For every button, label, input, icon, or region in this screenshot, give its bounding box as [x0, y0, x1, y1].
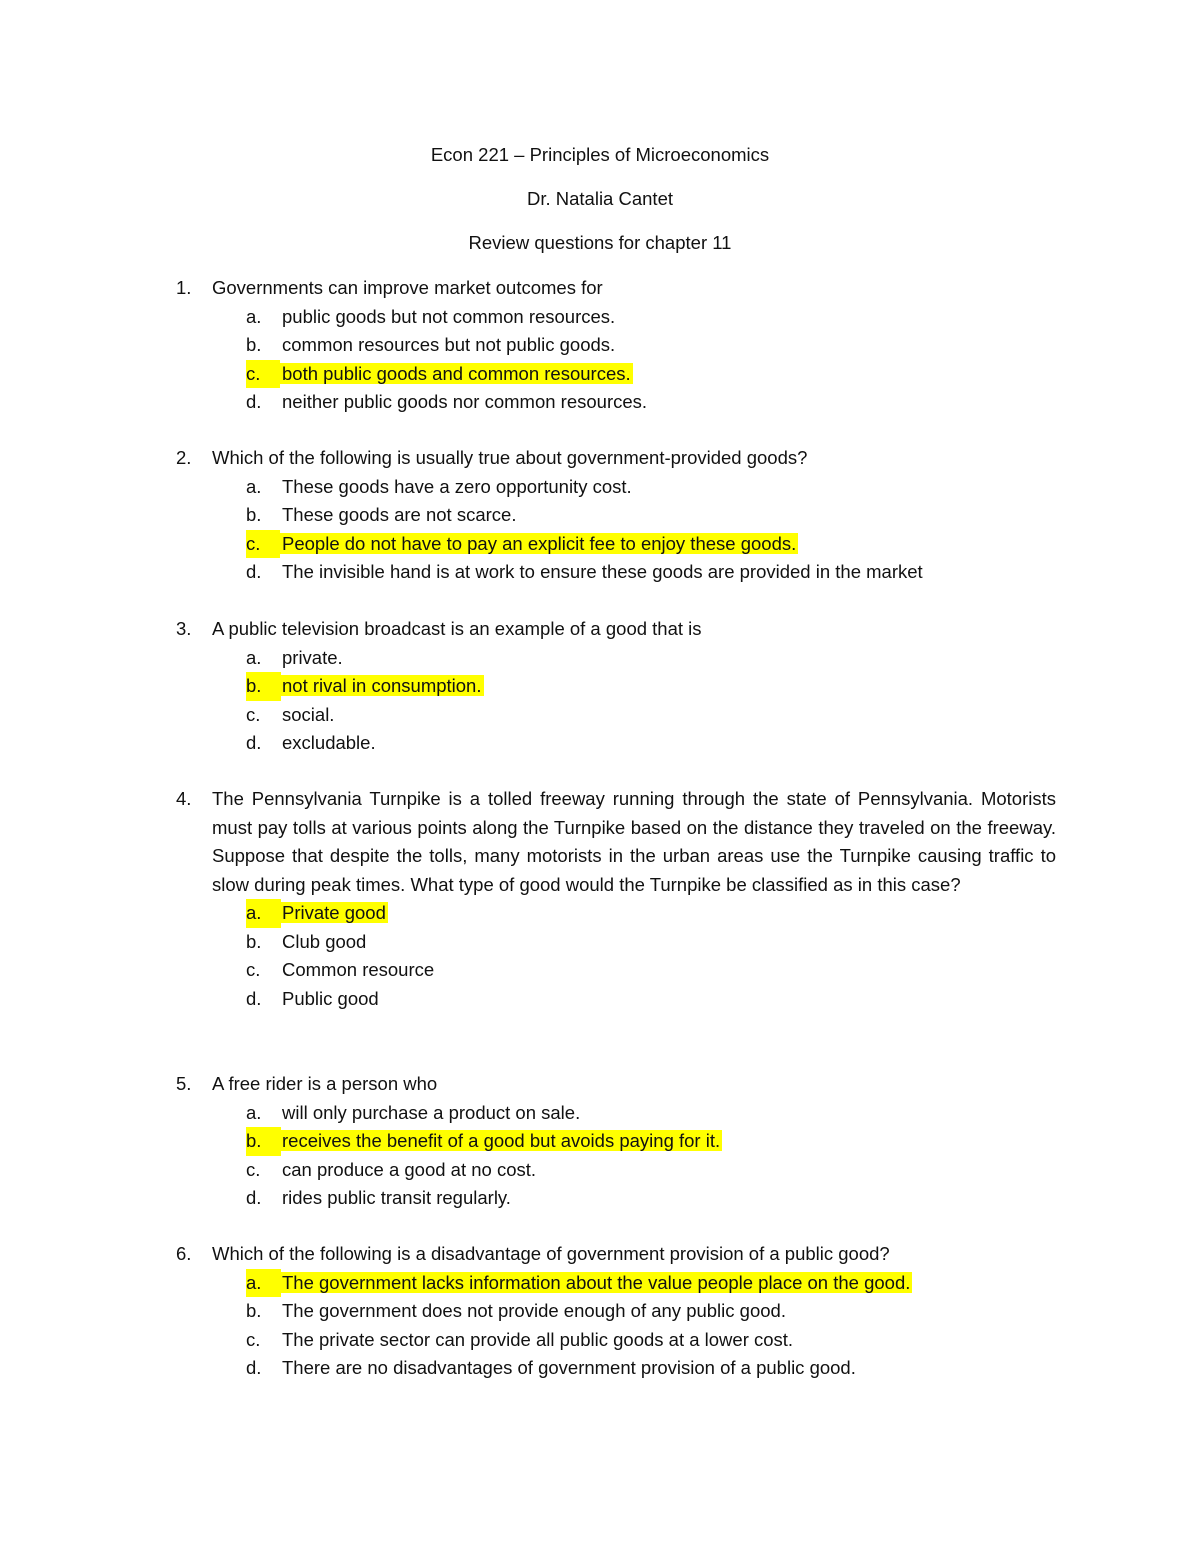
- option-text: public goods but not common resources.: [282, 305, 616, 327]
- option-text: Club good: [282, 930, 367, 952]
- option-text: receives the benefit of a good but avoids paying for it.: [282, 1130, 721, 1151]
- option-letter: a.: [246, 646, 262, 668]
- question-3: [176, 615, 1056, 758]
- question-text: The Pennsylvania Turnpike is a tolled freeway running through the state of Pennsylvania. Motorists must pay tolls at various points along the Turnpike based on the distance they traveled on the freeway. Suppose that despite the tolls, many motorists in the urban areas use the Turnpike causing traffic to slow during peak times. What type of good would the Turnpike be classified as in this case?: [212, 788, 1056, 895]
- option-text: excludable.: [282, 732, 376, 753]
- option-text: These goods are not scarce.: [282, 504, 517, 525]
- option-list: [176, 644, 1056, 758]
- option-letter: b.: [246, 1300, 262, 1321]
- option-letter: d.: [246, 1357, 262, 1378]
- question-stem: [176, 785, 1056, 899]
- option-text: social.: [282, 703, 335, 725]
- option-letter: c.: [246, 360, 280, 389]
- option-list: [176, 303, 1056, 417]
- option-text: neither public goods nor common resources.: [282, 391, 648, 412]
- option-d: [176, 388, 1056, 417]
- question-stem: [176, 1240, 1056, 1269]
- option-text: private.: [282, 646, 343, 668]
- question-stem: [176, 444, 1056, 473]
- option-b: [176, 928, 1056, 957]
- option-text: The invisible hand is at work to ensure these goods are provided in the market: [282, 561, 923, 582]
- option-a-correct: [176, 899, 1056, 928]
- option-letter: d.: [246, 391, 262, 412]
- question-text: Which of the following is a disadvantage of government provision of a public good?: [212, 1243, 890, 1264]
- question-number: 3.: [176, 618, 192, 639]
- option-letter: a.: [246, 305, 262, 327]
- option-text: both public goods and common resources.: [282, 362, 631, 384]
- question-number: 6.: [176, 1243, 192, 1264]
- option-d: [176, 558, 1056, 587]
- question-4: [176, 785, 1056, 1013]
- option-letter: d.: [246, 561, 262, 582]
- option-letter: a.: [246, 1269, 281, 1298]
- option-letter: d.: [246, 732, 262, 753]
- question-stem: [176, 615, 1056, 644]
- question-number: 4.: [176, 788, 192, 809]
- option-letter: b.: [246, 930, 262, 952]
- option-c-correct: [176, 530, 1056, 559]
- option-d: [176, 985, 1056, 1014]
- question-stem: [176, 274, 1056, 303]
- option-letter: d.: [246, 987, 262, 1009]
- option-letter: d.: [246, 1187, 262, 1208]
- option-text: The government lacks information about the value people place on the good.: [282, 1271, 911, 1293]
- option-text: Public good: [282, 987, 379, 1009]
- question-6: [176, 1240, 1056, 1383]
- instructor-name: Dr. Natalia Cantet: [526, 188, 673, 209]
- option-c: [176, 701, 1056, 730]
- option-a-correct: [176, 1269, 1056, 1298]
- option-letter: c.: [246, 1158, 261, 1180]
- question-number: 5.: [176, 1073, 192, 1094]
- question-1: [176, 274, 1056, 417]
- course-title: Econ 221 – Principles of Microeconomics: [430, 144, 770, 165]
- option-text: not rival in consumption.: [282, 675, 482, 696]
- question-number: 2.: [176, 447, 192, 468]
- option-text: Private good: [282, 902, 386, 923]
- option-b: [176, 501, 1056, 530]
- option-d: [176, 1184, 1056, 1213]
- option-letter: a.: [246, 475, 262, 497]
- option-text: People do not have to pay an explicit fee to enjoy these goods.: [282, 532, 797, 554]
- question-text: Governments can improve market outcomes for: [212, 277, 603, 298]
- option-letter: c.: [246, 530, 280, 559]
- option-letter: b.: [246, 1127, 281, 1156]
- question-stem: [176, 1070, 1056, 1099]
- option-text: can produce a good at no cost.: [282, 1158, 537, 1180]
- option-list: [176, 473, 1056, 587]
- option-a: [176, 473, 1056, 502]
- option-d: [176, 729, 1056, 758]
- option-list: [176, 1099, 1056, 1213]
- option-b: [176, 1297, 1056, 1326]
- document-header: [0, 144, 1200, 276]
- option-d: [176, 1354, 1056, 1383]
- option-letter: c.: [246, 703, 261, 725]
- option-text: will only purchase a product on sale.: [282, 1101, 581, 1123]
- question-text: Which of the following is usually true about government-provided goods?: [212, 447, 808, 468]
- option-letter: b.: [246, 672, 281, 701]
- option-b: [176, 331, 1056, 360]
- question-5: [176, 1070, 1056, 1213]
- document-subtitle: Review questions for chapter 11: [468, 232, 732, 253]
- option-a: [176, 644, 1056, 673]
- option-text: rides public transit regularly.: [282, 1187, 511, 1208]
- question-2: [176, 444, 1056, 587]
- option-letter: b.: [246, 504, 262, 525]
- question-text: A public television broadcast is an example of a good that is: [212, 618, 702, 639]
- option-c: [176, 1326, 1056, 1355]
- option-b-correct: [176, 1127, 1056, 1156]
- option-c: [176, 1156, 1056, 1185]
- option-letter: a.: [246, 1101, 262, 1123]
- option-text: The government does not provide enough of any public good.: [282, 1300, 786, 1321]
- option-letter: a.: [246, 899, 281, 928]
- question-number: 1.: [176, 277, 192, 298]
- option-a: [176, 1099, 1056, 1128]
- option-c: [176, 956, 1056, 985]
- question-text: A free rider is a person who: [212, 1073, 438, 1094]
- option-b-correct: [176, 672, 1056, 701]
- option-text: The private sector can provide all public goods at a lower cost.: [282, 1328, 794, 1350]
- option-list: [176, 899, 1056, 1013]
- option-a: [176, 303, 1056, 332]
- option-c-correct: [176, 360, 1056, 389]
- option-list: [176, 1269, 1056, 1383]
- option-letter: c.: [246, 959, 261, 980]
- option-letter: c.: [246, 1328, 261, 1350]
- option-text: common resources but not public goods.: [282, 334, 616, 355]
- option-text: Common resource: [282, 959, 435, 980]
- option-letter: b.: [246, 334, 262, 355]
- option-text: These goods have a zero opportunity cost.: [282, 475, 632, 497]
- option-text: There are no disadvantages of government provision of a public good.: [282, 1357, 856, 1378]
